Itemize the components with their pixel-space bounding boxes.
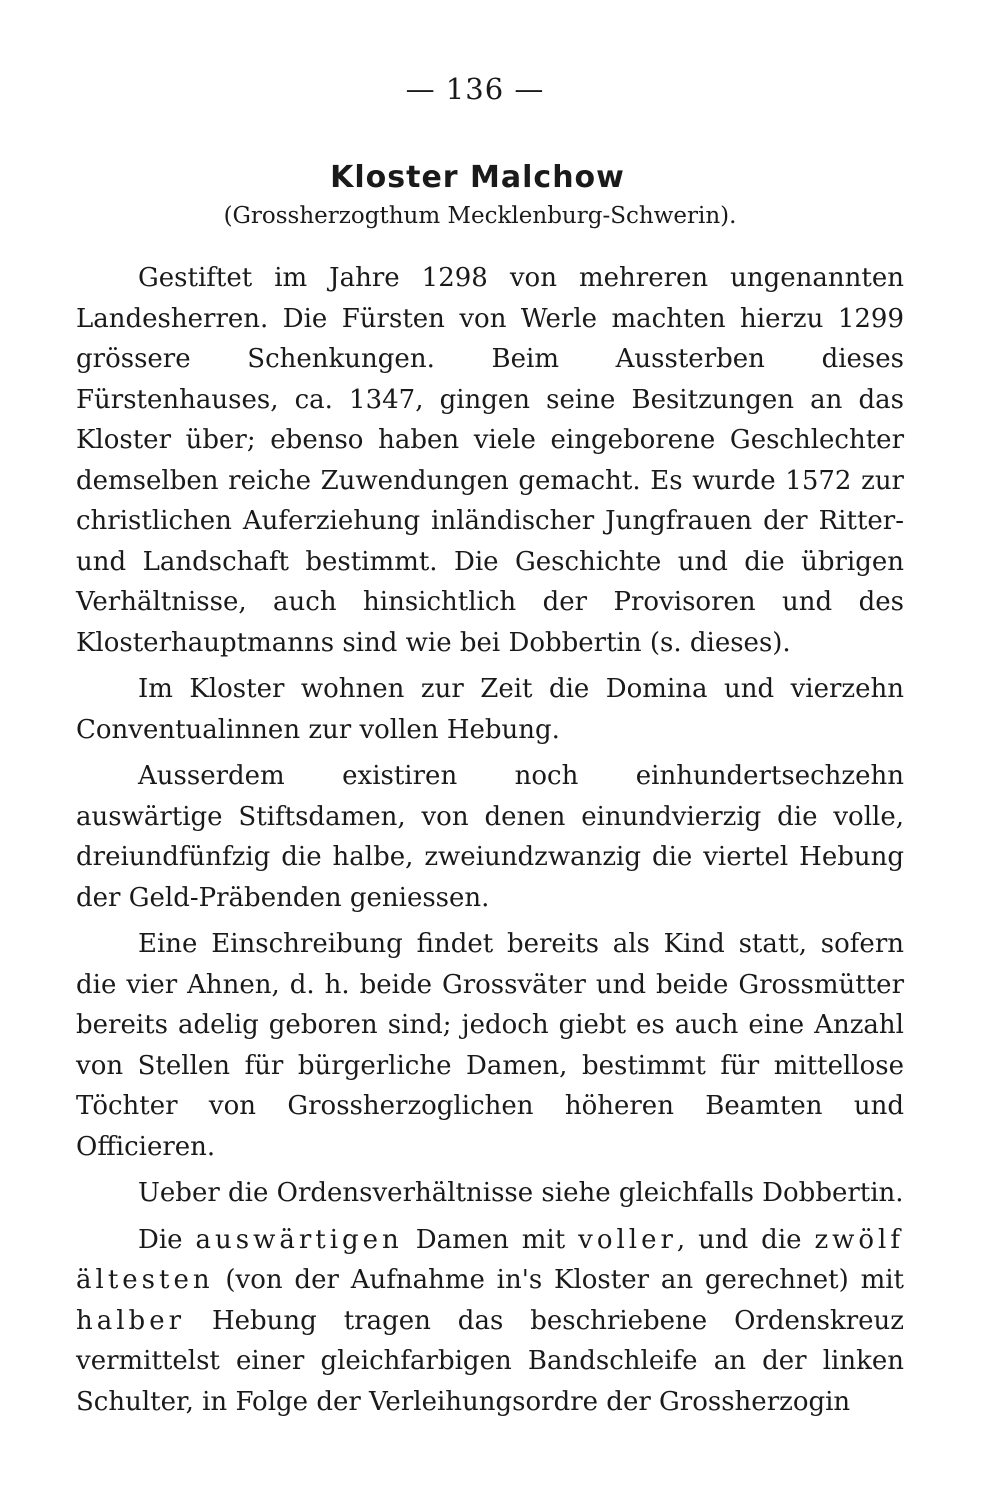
text-run: , und die (676, 1224, 815, 1255)
paragraph-residents: Im Kloster wohnen zur Zeit die Domina und vierzehn Conventualinnen zur vollen Hebung. (76, 674, 904, 745)
text-run: Hebung tragen das beschriebene Ordenskreuz vermittelst einer gleichfarbigen Bandschleife an der linken Schulter, in Folge der Verleihungsordre der Grossherzogin (76, 1305, 904, 1417)
emphasis-text: voller (578, 1224, 677, 1255)
section-subtitle: (Grossherzogthum Mecklenburg-Schwerin). (223, 203, 737, 229)
emphasis-text: zwölf ältesten (76, 1224, 904, 1295)
emphasis-text: halber (76, 1305, 186, 1336)
section-title: Kloster Malchow (330, 160, 625, 195)
emphasis-text: auswärtigen (195, 1224, 403, 1255)
page-number: — 136 — (405, 72, 545, 106)
paragraph-founding-history: Gestiftet im Jahre 1298 von mehreren ungenannten Landesherren. Die Fürsten von Werle machten hierzu 1299 grössere Schenkungen. Beim Aussterben dieses Fürstenhauses, ca. 1347, gingen seine Besitzungen an das Kloster über; ebenso haben viele eingeborene Geschlechter demselben reiche Zuwendungen gemacht. Es wurde 1572 zur christlichen Auferziehung inländischer Jungfrauen der Ritter- und Landschaft bestimmt. Die Geschichte und die übrigen Verhältnisse, auch hinsichtlich der Provisoren und des Klosterhauptmanns sind wie bei Dobbertin (s. dieses). (76, 263, 904, 658)
body-text (76, 258, 904, 1428)
text-run: Damen mit (402, 1224, 579, 1255)
text-run: (von der Aufnahme in's Kloster an gerechnet) mit (213, 1265, 904, 1295)
paragraph-order-cross (76, 1220, 904, 1423)
paragraph-external-canonesses: Ausserdem existiren noch einhundertsechzehn auswärtige Stiftsdamen, von denen einundvierzig die volle, dreiundfünfzig die halbe, zweiundzwanzig die viertel Hebung der Geld-Präbenden geniessen. (76, 761, 904, 913)
paragraph-order-reference: Ueber die Ordensverhältnisse siehe gleichfalls Dobbertin. (138, 1178, 904, 1208)
text-run: Die (138, 1224, 196, 1255)
paragraph-enrollment: Eine Einschreibung findet bereits als Kind statt, sofern die vier Ahnen, d. h. beide Grossväter und beide Grossmütter bereits adelig geboren sind; jedoch giebt es auch eine Anzahl von Stellen für bürgerliche Damen, bestimmt für mittellose Töchter von Grossherzoglichen höheren Beamten und Officieren. (76, 929, 904, 1162)
